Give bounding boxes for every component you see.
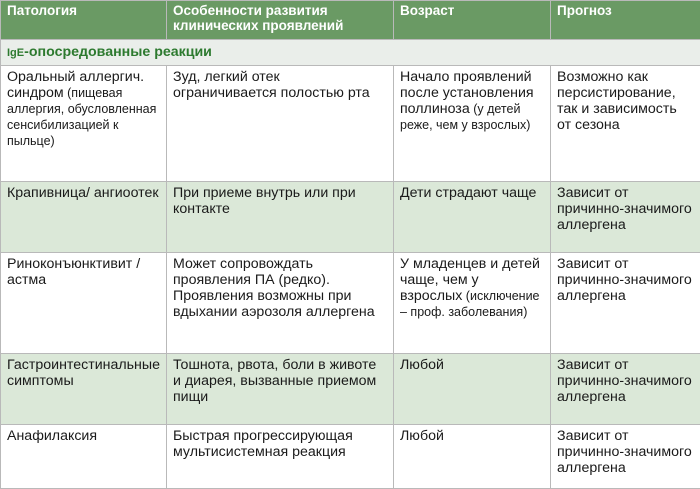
age-text: Любой — [400, 357, 444, 373]
cell-prognosis: Возможно как персистирование, так и зависимость от сезона — [551, 66, 700, 182]
cell-pathology — [1, 253, 167, 354]
cell-pathology — [1, 425, 167, 489]
pathology-text: Анафилаксия — [7, 428, 97, 444]
section-title-text: -опосредованные реакции — [24, 44, 212, 60]
cell-pathology — [1, 182, 167, 253]
age-note: (исключение – проф. заболевания) — [400, 289, 540, 319]
cell-pathology — [1, 66, 167, 182]
table-row — [1, 425, 700, 489]
table-row — [1, 253, 700, 354]
cell-prognosis: Зависит от причинно-значимого аллергена — [551, 354, 700, 425]
cell-features: Зуд, легкий отек ограничивается полостью рта — [167, 66, 394, 182]
cell-age — [394, 354, 551, 425]
table-row — [1, 182, 700, 253]
pathology-text: Крапивница/ ангиоотек — [7, 185, 159, 201]
table-row — [1, 354, 700, 425]
header-row — [1, 1, 700, 40]
section-title — [1, 40, 700, 66]
cell-prognosis: Зависит от причинно-значимого аллергена — [551, 182, 700, 253]
header-features: Особенности развития клинических проявлений — [167, 1, 394, 40]
age-text: Любой — [400, 428, 444, 444]
cell-age — [394, 66, 551, 182]
cell-features: При приеме внутрь или при контакте — [167, 182, 394, 253]
cell-age — [394, 425, 551, 489]
section-row — [1, 40, 700, 66]
pathology-text: Гастроинтестинальные симптомы — [7, 357, 160, 389]
table-row — [1, 66, 700, 182]
pathology-text: Риноконъюнктивит / астма — [7, 256, 140, 288]
cell-pathology — [1, 354, 167, 425]
cell-features: Быстрая прогрессирующая мультисистемная реакция — [167, 425, 394, 489]
header-prognosis: Прогноз — [551, 1, 700, 40]
age-text: Дети страдают чаще — [400, 185, 536, 201]
pathology-text: Оральный аллергич. синдром — [7, 69, 144, 101]
age-text: У младенцев и детей чаще, чем у взрослых — [400, 256, 540, 304]
section-prefix: IgE — [7, 47, 24, 59]
age-note: (у детей реже, чем у взрослых) — [400, 102, 530, 132]
age-text: Начало проявлений после установления поллиноза — [400, 69, 534, 117]
header-age: Возраст — [394, 1, 551, 40]
cell-prognosis: Зависит от причинно-значимого аллергена — [551, 253, 700, 354]
header-pathology: Патология — [1, 1, 167, 40]
cell-age — [394, 253, 551, 354]
cell-prognosis: Зависит от причинно-значимого аллергена — [551, 425, 700, 489]
cell-age — [394, 182, 551, 253]
cell-features: Может сопровождать проявления ПА (редко). Проявления возможны при вдыхании аэрозоля аллергена — [167, 253, 394, 354]
pathology-note: (пищевая аллергия, обусловленная сенсибилизацией к пыльце) — [7, 86, 156, 148]
cell-features: Тошнота, рвота, боли в животе и диарея, вызванные приемом пищи — [167, 354, 394, 425]
